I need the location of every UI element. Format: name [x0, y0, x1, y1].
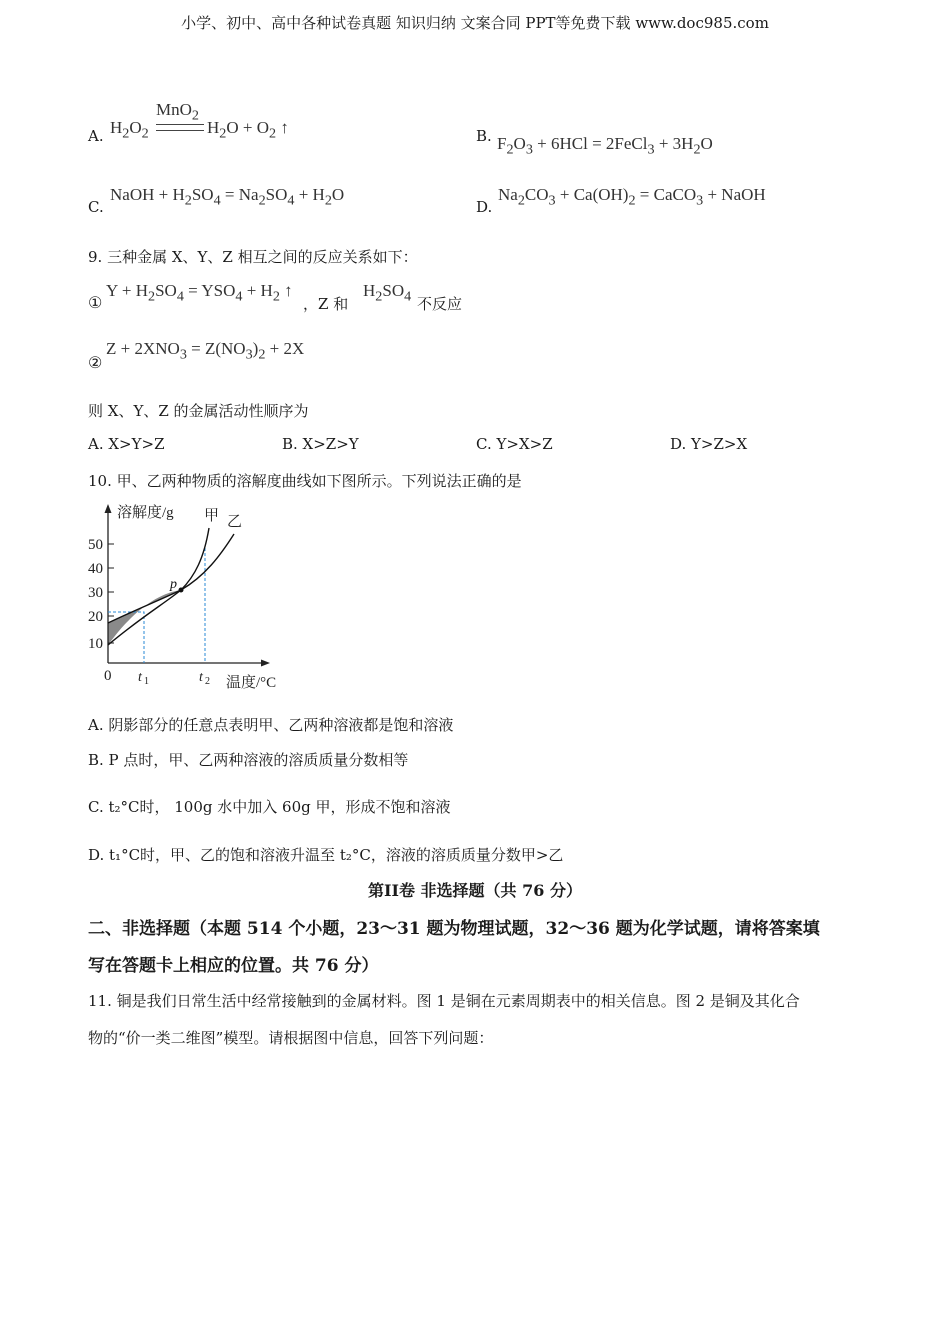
option-a-products: $H_2O + O_2$ ↑	[207, 118, 289, 142]
page-header: 小学、初中、高中各种试卷真题 知识归纳 文案合同 PPT等免费下载 www.doc985.com	[181, 14, 769, 32]
q9-option-b: B. X>Z>Y	[282, 435, 359, 453]
origin-label: 0	[104, 668, 112, 684]
q10-stem: 10. 甲、乙两种物质的溶解度曲线如下图所示。下列说法正确的是	[88, 472, 522, 490]
reaction-1-end: 不反应	[417, 295, 463, 313]
option-c-label: C.	[88, 198, 104, 216]
option-b-equation: $F_2O_3 + 6HCl$ = 2FeCl$_3$ + $3H_2O$	[497, 134, 713, 158]
option-c-equation: NaOH + $H_2SO_4 = Na_2SO_4 + H_2O$	[110, 185, 345, 209]
y-axis-label: 溶解度/g	[117, 505, 174, 521]
q9-option-c: C. Y>X>Z	[476, 435, 553, 453]
option-a-catalyst: MnO$_2$	[156, 100, 199, 124]
q11-line2: 物的“价一类二维图”模型。请根据图中信息，回答下列问题：	[88, 1029, 494, 1047]
reaction-1-equation: $Y + H_2SO_4 = YSO_4 + H_2$ ↑	[106, 281, 293, 305]
reaction-1-tail: ，Z 和	[303, 295, 349, 313]
reaction-1-number: ①	[88, 293, 103, 312]
x-tick-t1-sub: 1	[144, 676, 149, 687]
solubility-chart	[80, 498, 300, 698]
x-tick-t1: t	[138, 670, 142, 685]
x-axis-arrow	[261, 660, 270, 667]
x-axis-label: 温度/°C	[226, 675, 277, 691]
option-b-label: B.	[476, 127, 492, 145]
q10-option-a: A. 阴影部分的任意点表明甲、乙两种溶液都是饱和溶液	[88, 716, 454, 734]
y-tick-label: 40	[88, 561, 103, 577]
section-title: 第II卷 非选择题（共 76 分）	[368, 881, 582, 900]
curve-jia	[108, 528, 209, 645]
y-axis-arrow	[105, 504, 112, 513]
reaction-2-number: ②	[88, 353, 103, 372]
y-tick-label: 20	[88, 609, 103, 625]
x-tick-t2-sub: 2	[205, 676, 210, 687]
option-a-equation: $H_2O_2$	[110, 118, 149, 142]
point-p	[179, 588, 184, 593]
option-d-equation: $Na_2CO_3 + Ca(OH)_2$ = CaCO$_3$ + NaOH	[498, 185, 766, 209]
section-heading-line2: 写在答题卡上相应的位置。共 76 分）	[88, 956, 379, 976]
q10-option-b: B. P 点时，甲、乙两种溶液的溶质质量分数相等	[88, 751, 409, 769]
point-p-label: p	[170, 577, 177, 592]
reaction-1-acid: $H_2SO_4$	[363, 281, 412, 305]
q9-stem: 9. 三种金属 X、Y、Z 相互之间的反应关系如下：	[88, 248, 418, 266]
y-tick-label: 50	[88, 537, 103, 553]
y-tick-label: 10	[88, 636, 103, 652]
equals-sign	[156, 124, 204, 131]
q9-ask: 则 X、Y、Z 的金属活动性顺序为	[88, 402, 309, 420]
section-heading-line1: 二、非选择题（本题 514 个小题，23～31 题为物理试题，32～36 题为化学试题，请将答案填	[88, 919, 820, 939]
q9-option-a: A. X>Y>Z	[88, 435, 165, 453]
y-tick-label: 30	[88, 585, 103, 601]
q10-option-c: C. t₂°C时， 100g 水中加入 60g 甲，形成不饱和溶液	[88, 798, 451, 816]
option-d-label: D.	[476, 198, 493, 216]
q10-option-d: D. t₁°C时，甲、乙的饱和溶液升温至 t₂°C，溶液的溶质质量分数甲>乙	[88, 846, 564, 864]
option-a-label: A.	[88, 127, 104, 145]
reaction-2-equation: $Z + 2XNO_3 = Z(NO_3)_2 + 2X$	[106, 339, 305, 363]
q11-line1: 11. 铜是我们日常生活中经常接触到的金属材料。图 1 是铜在元素周期表中的相关信息。图 2 是铜及其化合	[88, 992, 800, 1010]
q9-option-d: D. Y>Z>X	[670, 435, 748, 453]
legend-yi: 乙	[227, 514, 243, 530]
legend-jia: 甲	[204, 508, 220, 524]
x-tick-t2: t	[199, 670, 203, 685]
